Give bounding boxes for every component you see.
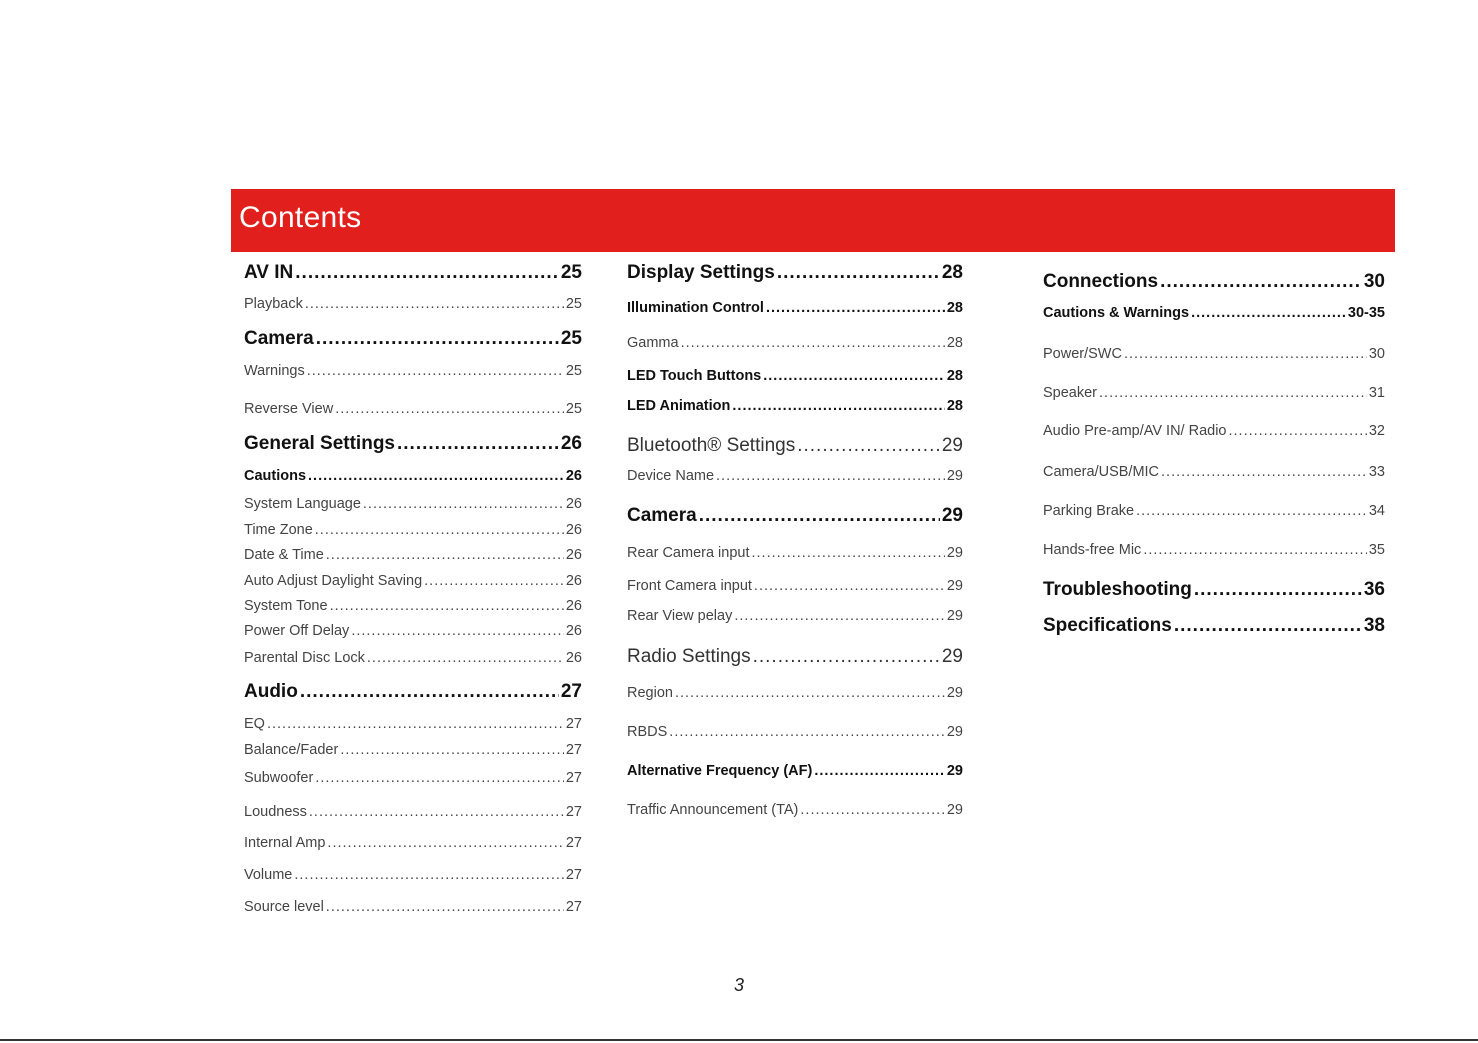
toc-entry-page: 26 — [565, 496, 582, 512]
toc-entry-page: 27 — [565, 899, 582, 915]
toc-entry-page: 29 — [946, 545, 963, 561]
toc-entry-label: Traffic Announcement (TA) — [627, 802, 799, 818]
dot-leader — [1191, 305, 1346, 321]
dot-leader — [363, 496, 564, 512]
toc-entry-page: 29 — [946, 608, 963, 624]
toc-entry[interactable] — [1043, 542, 1385, 558]
toc-entry-page: 27 — [565, 716, 582, 732]
toc-entry-page: 25 — [560, 262, 582, 283]
toc-entry-label: Power/SWC — [1043, 346, 1122, 362]
toc-entry-label: Device Name — [627, 468, 715, 484]
toc-entry-page: 26 — [565, 522, 582, 538]
dot-leader — [777, 262, 940, 284]
toc-entry-label: Connections — [1043, 271, 1159, 292]
dot-leader — [267, 716, 564, 732]
dot-leader — [1194, 579, 1362, 601]
toc-entry[interactable] — [244, 716, 582, 732]
toc-entry-label: Loudness — [244, 804, 307, 820]
toc-entry-page: 27 — [560, 681, 582, 702]
toc-entry-label: Internal Amp — [244, 835, 326, 851]
toc-entry-label: Reverse View — [244, 401, 334, 417]
toc-entry-label: Bluetooth® Settings — [627, 435, 796, 456]
toc-entry-page: 29 — [946, 578, 963, 594]
toc-entry[interactable] — [627, 468, 963, 484]
dot-leader — [308, 468, 564, 484]
toc-entry-label: AV IN — [244, 262, 294, 283]
toc-entry-page: 25 — [565, 363, 582, 379]
toc-entry-page: 38 — [1363, 615, 1385, 636]
toc-entry-label: Cautions — [244, 468, 307, 484]
toc-entry-label: Auto Adjust Daylight Saving — [244, 573, 423, 589]
toc-entry-label: RBDS — [627, 724, 668, 740]
page-title: Contents — [239, 201, 362, 234]
toc-entry[interactable] — [244, 899, 582, 915]
toc-entry[interactable] — [627, 724, 963, 740]
toc-entry-page: 34 — [1368, 503, 1385, 519]
page-number: 3 — [733, 975, 744, 995]
toc-entry[interactable] — [1043, 305, 1385, 321]
toc-entry[interactable] — [627, 398, 963, 414]
toc-entry-page: 25 — [565, 401, 582, 417]
dot-leader — [315, 522, 564, 538]
toc-entry-page: 27 — [565, 867, 582, 883]
dot-leader — [397, 433, 559, 455]
toc-entry-page: 29 — [946, 763, 963, 779]
toc-entry[interactable] — [244, 363, 582, 379]
toc-entry[interactable] — [627, 300, 963, 316]
toc-entry[interactable] — [244, 835, 582, 851]
toc-entry-page: 26 — [565, 623, 582, 639]
dot-leader — [681, 335, 945, 351]
toc-entry[interactable] — [1043, 615, 1385, 637]
toc-entry-page: 28 — [946, 398, 963, 414]
toc-entry-page: 29 — [941, 646, 963, 667]
dot-leader — [814, 763, 945, 779]
toc-entry-label: Playback — [244, 296, 303, 312]
dot-leader — [1099, 385, 1367, 401]
dot-leader — [1160, 271, 1362, 293]
toc-entry[interactable] — [627, 335, 963, 351]
toc-entry-label: Speaker — [1043, 385, 1098, 401]
dot-leader — [766, 300, 945, 316]
dot-leader — [326, 547, 564, 563]
toc-entry[interactable] — [627, 578, 963, 594]
dot-leader — [752, 545, 945, 561]
toc-entry-label: LED Animation — [627, 398, 731, 414]
dot-leader — [351, 623, 564, 639]
toc-entry-label: Audio Pre-amp/AV IN/ Radio — [1043, 423, 1227, 439]
toc-entry-label: Gamma — [627, 335, 679, 351]
toc-entry-label: Time Zone — [244, 522, 313, 538]
toc-entry[interactable] — [627, 608, 963, 624]
toc-entry-page: 29 — [946, 468, 963, 484]
toc-entry[interactable] — [244, 401, 582, 417]
dot-leader — [763, 368, 945, 384]
toc-entry-label: Cautions & Warnings — [1043, 305, 1190, 321]
toc-entry-label: Region — [627, 685, 673, 701]
toc-entry-label: Front Camera input — [627, 578, 752, 594]
toc-entry[interactable] — [244, 328, 582, 350]
toc-entry-label: Subwoofer — [244, 770, 314, 786]
toc-entry-label: Balance/Fader — [244, 742, 339, 758]
toc-entry[interactable] — [244, 573, 582, 589]
toc-entry-page: 27 — [565, 742, 582, 758]
toc-entry[interactable] — [627, 685, 963, 701]
toc-entry[interactable] — [627, 435, 963, 457]
toc-entry-page: 28 — [946, 300, 963, 316]
toc-entry[interactable] — [244, 433, 582, 455]
toc-entry[interactable] — [627, 802, 963, 818]
toc-entry-page: 32 — [1368, 423, 1385, 439]
toc-entry[interactable] — [1043, 271, 1385, 293]
dot-leader — [754, 578, 945, 594]
toc-entry-label: Hands-free Mic — [1043, 542, 1142, 558]
dot-leader — [335, 401, 564, 417]
toc-entry-label: Display Settings — [627, 262, 775, 283]
toc-entry-label: Specifications — [1043, 615, 1172, 636]
dot-leader — [315, 770, 564, 786]
toc-entry-label: System Language — [244, 496, 361, 512]
toc-entry-page: 26 — [565, 650, 582, 666]
toc-entry-page: 35 — [1368, 542, 1385, 558]
toc-entry-page: 29 — [946, 724, 963, 740]
dot-leader — [300, 681, 559, 703]
toc-entry[interactable] — [244, 598, 582, 614]
toc-entry[interactable] — [627, 505, 963, 527]
toc-entry-label: System Tone — [244, 598, 328, 614]
dot-leader — [1228, 423, 1366, 439]
dot-leader — [309, 804, 564, 820]
toc-entry-page: 29 — [946, 802, 963, 818]
dot-leader — [716, 468, 945, 484]
toc-entry-page: 36 — [1363, 579, 1385, 600]
toc-entry[interactable] — [1043, 423, 1385, 439]
toc-entry[interactable] — [244, 522, 582, 538]
dot-leader — [699, 505, 940, 527]
toc-entry[interactable] — [627, 262, 963, 284]
dot-leader — [797, 435, 940, 457]
toc-entry-label: Camera/USB/MIC — [1043, 464, 1160, 480]
toc-entry-page: 26 — [565, 573, 582, 589]
dot-leader — [340, 742, 564, 758]
toc-entry-page: 27 — [565, 804, 582, 820]
dot-leader — [753, 646, 940, 668]
toc-entry-label: LED Touch Buttons — [627, 368, 762, 384]
toc-entry[interactable] — [1043, 464, 1385, 480]
toc-entry[interactable] — [244, 681, 582, 703]
toc-entry-page: 27 — [565, 835, 582, 851]
toc-entry-label: Rear Camera input — [627, 545, 750, 561]
toc-entry-page: 31 — [1368, 385, 1385, 401]
dot-leader — [330, 598, 564, 614]
toc-entry-page: 30 — [1368, 346, 1385, 362]
toc-entry-label: Date & Time — [244, 547, 324, 563]
toc-entry-page: 33 — [1368, 464, 1385, 480]
dot-leader — [1136, 503, 1367, 519]
dot-leader — [669, 724, 945, 740]
toc-entry-page: 27 — [565, 770, 582, 786]
toc-entry-page: 29 — [941, 435, 963, 456]
dot-leader — [327, 835, 563, 851]
toc-entry[interactable] — [244, 496, 582, 512]
toc-entry-label: Rear View pelay — [627, 608, 733, 624]
toc-entry[interactable] — [1043, 579, 1385, 601]
toc-entry-page: 28 — [941, 262, 963, 283]
toc-entry-label: Source level — [244, 899, 324, 915]
dot-leader — [1161, 464, 1367, 480]
dot-leader — [424, 573, 564, 589]
toc-entry-page: 29 — [946, 685, 963, 701]
toc-entry[interactable] — [627, 545, 963, 561]
dot-leader — [316, 328, 559, 350]
toc-entry-page: 25 — [560, 328, 582, 349]
toc-entry-label: Warnings — [244, 363, 305, 379]
toc-entry[interactable] — [244, 468, 582, 484]
toc-entry-page: 30 — [1363, 271, 1385, 292]
dot-leader — [294, 867, 563, 883]
toc-entry[interactable] — [627, 368, 963, 384]
toc-entry[interactable] — [244, 623, 582, 639]
toc-entry-label: Power Off Delay — [244, 623, 350, 639]
toc-entry[interactable] — [244, 770, 582, 786]
toc-entry-label: Troubleshooting — [1043, 579, 1192, 600]
toc-entry-label: General Settings — [244, 433, 395, 454]
dot-leader — [367, 650, 564, 666]
toc-entry[interactable] — [244, 262, 582, 284]
toc-entry[interactable] — [244, 296, 582, 312]
dot-leader — [305, 296, 564, 312]
contents-banner — [231, 189, 1395, 252]
toc-entry-label: Parking Brake — [1043, 503, 1135, 519]
toc-entry[interactable] — [244, 547, 582, 563]
toc-entry-label: Alternative Frequency (AF) — [627, 763, 813, 779]
toc-entry-page: 26 — [565, 598, 582, 614]
toc-entry-label: Parental Disc Lock — [244, 650, 365, 666]
toc-entry-label: Camera — [244, 328, 314, 349]
bottom-rule — [0, 1039, 1478, 1041]
dot-leader — [1143, 542, 1367, 558]
toc-entry[interactable] — [627, 763, 963, 779]
dot-leader — [1124, 346, 1367, 362]
dot-leader — [307, 363, 564, 379]
dot-leader — [1174, 615, 1362, 637]
toc-entry-page: 29 — [941, 505, 963, 526]
dot-leader — [732, 398, 944, 414]
toc-entry-page: 26 — [565, 468, 582, 484]
toc-entry[interactable] — [1043, 346, 1385, 362]
toc-entry-label: Radio Settings — [627, 646, 751, 667]
toc-entry[interactable] — [244, 867, 582, 883]
toc-entry-label: Volume — [244, 867, 293, 883]
dot-leader — [295, 262, 559, 284]
toc-entry-page: 28 — [946, 335, 963, 351]
toc-entry[interactable] — [1043, 503, 1385, 519]
toc-entry-label: Audio — [244, 681, 298, 702]
toc-entry-label: Camera — [627, 505, 697, 526]
toc-entry[interactable] — [1043, 385, 1385, 401]
toc-entry[interactable] — [244, 742, 582, 758]
toc-entry[interactable] — [627, 646, 963, 668]
toc-entry-page: 26 — [560, 433, 582, 454]
toc-entry-page: 25 — [565, 296, 582, 312]
toc-entry-page: 30-35 — [1347, 305, 1385, 321]
toc-entry[interactable] — [244, 650, 582, 666]
toc-entry-page: 26 — [565, 547, 582, 563]
dot-leader — [675, 685, 945, 701]
toc-entry-label: EQ — [244, 716, 265, 732]
dot-leader — [326, 899, 564, 915]
toc-entry[interactable] — [244, 804, 582, 820]
toc-entry-label: Illumination Control — [627, 300, 764, 316]
dot-leader — [734, 608, 945, 624]
toc-entry-page: 28 — [946, 368, 963, 384]
dot-leader — [800, 802, 944, 818]
